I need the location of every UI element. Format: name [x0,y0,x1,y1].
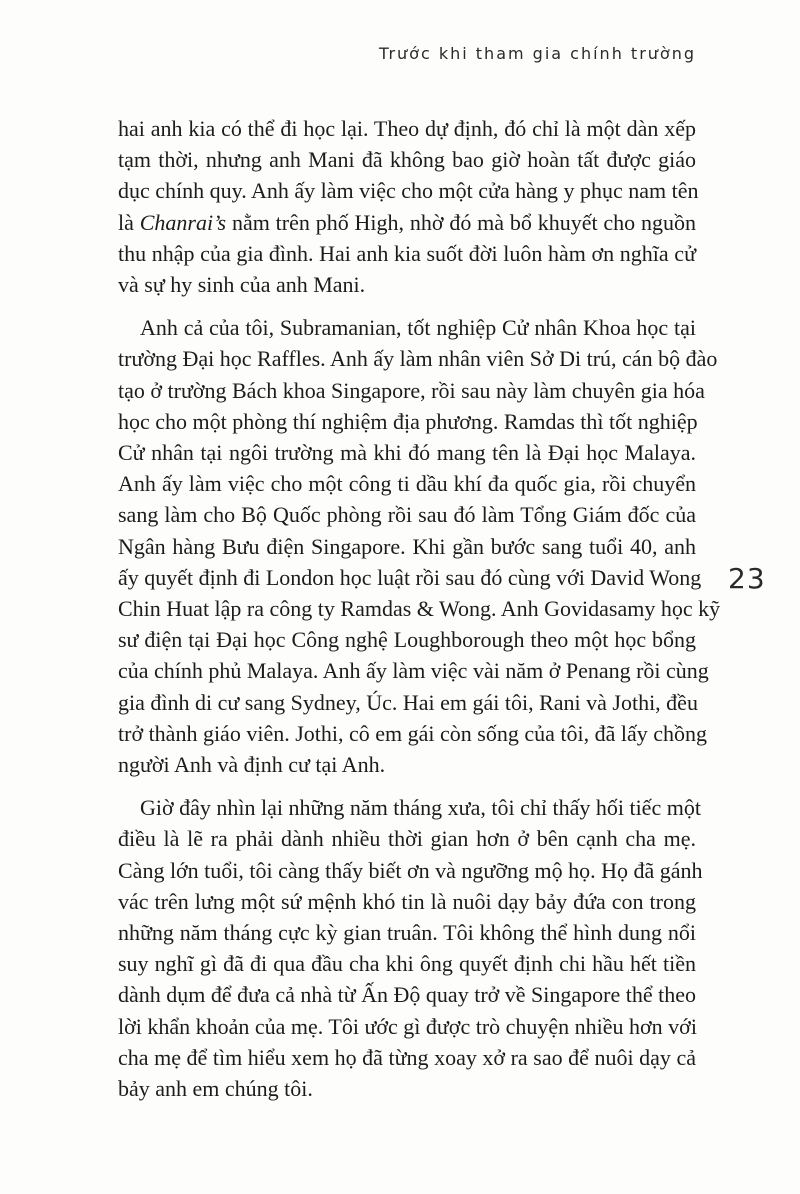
text-line: lời khẩn khoản của mẹ. Tôi ước gì được trò chuyện nhiều hơn với [118,1013,697,1039]
text-line: Anh cả của tôi, Subramanian, tốt nghiệp Cử nhân Khoa học tại [140,315,696,341]
paragraph-3 [118,792,703,1104]
text-line-with-italic [118,207,696,238]
body-text [118,113,721,1116]
text-line: Chin Huat lập ra công ty Ramdas & Wong. Anh Govidasamy học kỹ [118,596,721,622]
paragraph-1 [118,113,699,300]
text-line: cha mẹ để tìm hiểu xem họ đã từng xoay xở ra sao để nuôi dạy cả [118,1044,696,1070]
running-header: Trước khi tham gia chính trường [379,44,696,63]
text-line: trở thành giáo viên. Jothi, cô em gái còn sống của tôi, đã lấy chồng [118,720,707,746]
text-line: tạm thời, nhưng anh Mani đã không bao giờ hoàn tất được giáo [118,147,696,173]
text-line: sang làm cho Bộ Quốc phòng rồi sau đó làm Tổng Giám đốc của [118,502,696,528]
text-run: là [118,209,140,235]
text-line: vác trên lưng một sứ mệnh khó tin là nuôi dạy bảy đứa con trong [118,888,696,914]
text-line: điều là lẽ ra phải dành nhiều thời gian hơn ở bên cạnh cha mẹ. [118,826,696,852]
text-line: Cử nhân tại ngôi trường mà khi đó mang tên là Đại học Malaya. [118,440,696,466]
text-line: người Anh và định cư tại Anh. [118,752,386,778]
text-line: học cho một phòng thí nghiệm địa phương. Ramdas thì tốt nghiệp [118,408,698,434]
text-run: nằm trên phố High, nhờ đó mà bổ khuyết cho nguồn [226,209,696,235]
text-line: bảy anh em chúng tôi. [118,1076,313,1102]
text-line: của chính phủ Malaya. Anh ấy làm việc vài năm ở Penang rồi cùng [118,658,709,684]
text-line: sư điện tại Đại học Công nghệ Loughborough theo một học bổng [118,627,696,653]
text-line: những năm tháng cực kỳ gian truân. Tôi không thể hình dung nổi [118,920,696,946]
text-line: gia đình di cư sang Sydney, Úc. Hai em gái tôi, Rani và Jothi, đều [118,689,698,715]
text-line: ấy quyết định đi London học luật rồi sau đó cùng với David Wong [118,564,702,590]
text-line: Giờ đây nhìn lại những năm tháng xưa, tôi chỉ thấy hối tiếc một [140,795,701,821]
text-line: và sự hy sinh của anh Mani. [118,272,366,298]
paragraph-2 [118,312,721,780]
text-line: suy nghĩ gì đã đi qua đầu cha khi ông quyết định chi hầu hết tiền [118,951,696,977]
text-line: tạo ở trường Bách khoa Singapore, rồi sau này làm chuyên gia hóa [118,377,705,403]
text-line: hai anh kia có thể đi học lại. Theo dự định, đó chỉ là một dàn xếp [118,116,696,141]
text-line: Anh ấy làm việc cho một công ti dầu khí đa quốc gia, rồi chuyển [118,471,696,497]
text-line: thu nhập của gia đình. Hai anh kia suốt đời luôn hàm ơn nghĩa cử [118,240,696,266]
page-number: 23 [728,562,766,595]
italic-store-name: Chanrai’s [139,209,227,235]
text-line: dành dụm để đưa cả nhà từ Ấn Độ quay trở về Singapore thể theo [118,982,696,1008]
text-line: trường Đại học Raffles. Anh ấy làm nhân viên Sở Di trú, cán bộ đào [118,346,718,372]
text-line: Ngân hàng Bưu điện Singapore. Khi gần bước sang tuổi 40, anh [118,533,696,559]
text-line: Càng lớn tuổi, tôi càng thấy biết ơn và ngưỡng mộ họ. Họ đã gánh [118,857,703,883]
text-line: dục chính quy. Anh ấy làm việc cho một cửa hàng y phục nam tên [118,178,699,204]
